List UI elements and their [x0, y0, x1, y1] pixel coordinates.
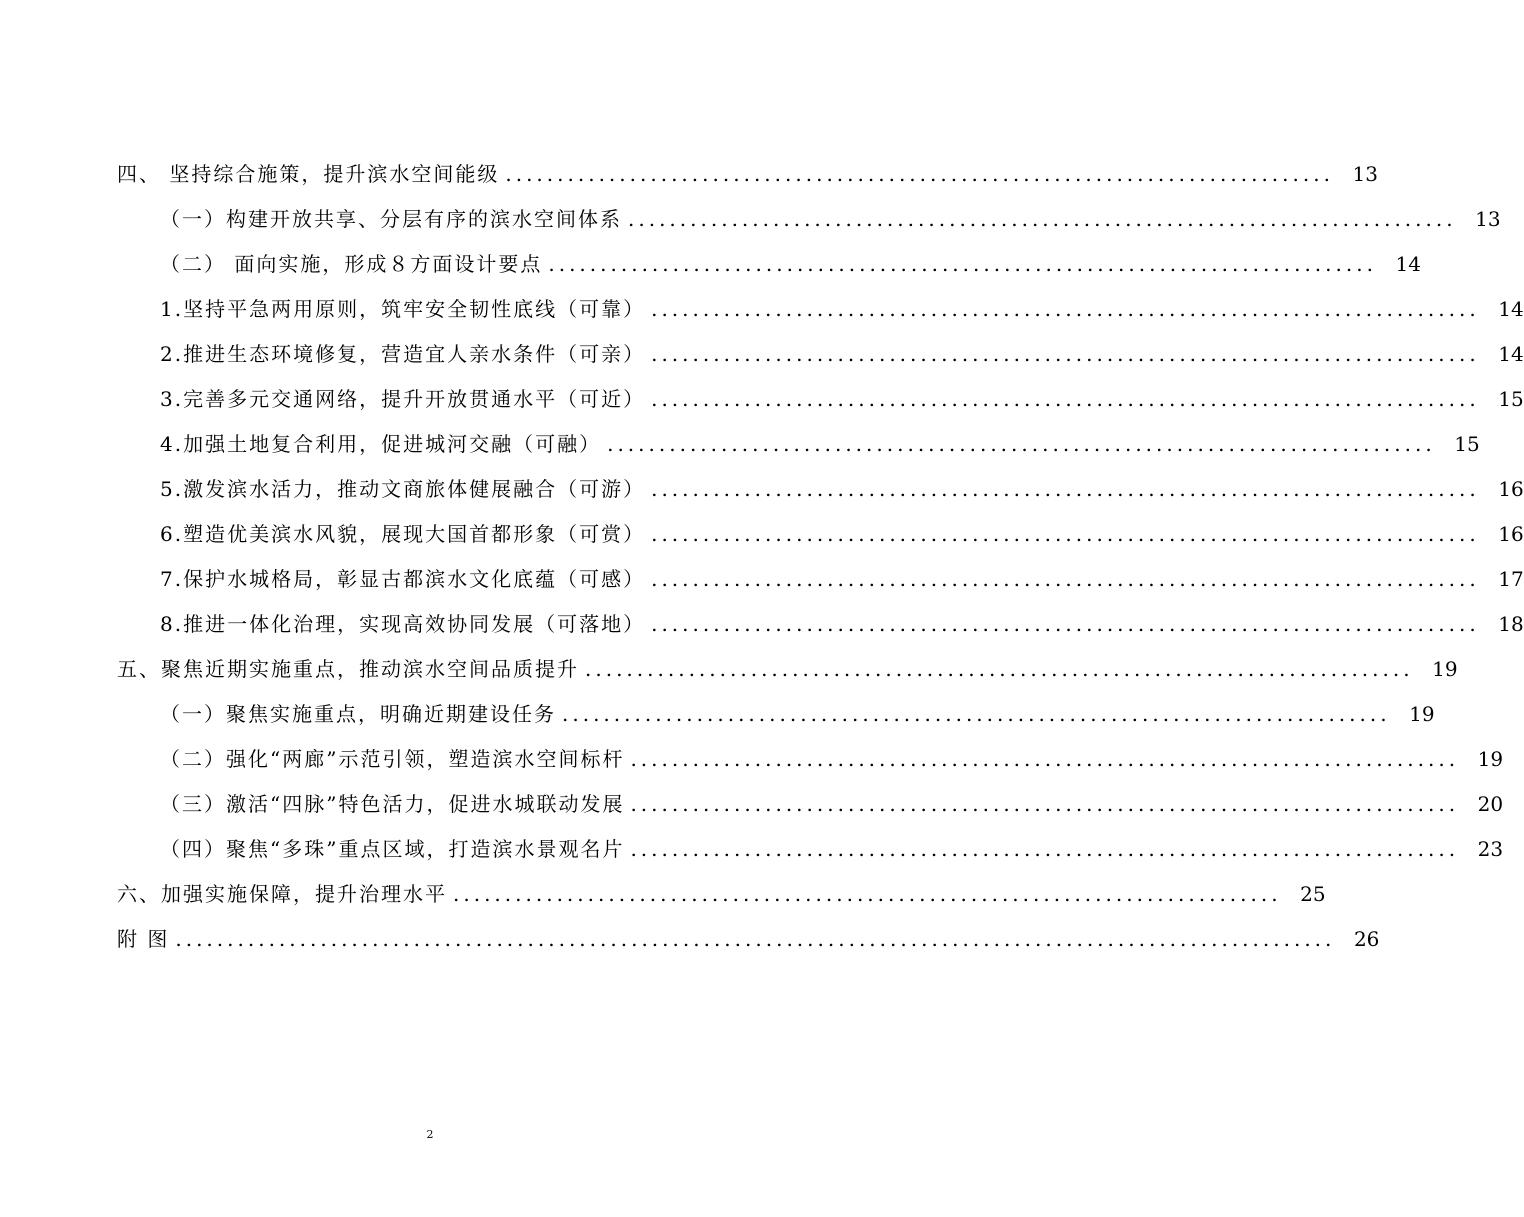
page-number: 2	[426, 1128, 434, 1141]
toc-entry-label: 五、聚焦近期实施重点，推动滨水空间品质提升	[117, 657, 579, 681]
toc-entry[interactable]	[160, 293, 1524, 325]
toc-entry[interactable]	[160, 473, 1524, 505]
dot-leader: ................................................................................	[651, 387, 1480, 411]
toc-entry-page: 14	[1395, 252, 1421, 276]
toc-entry-page: 19	[1409, 702, 1435, 726]
toc-entry-label: （四）聚焦“多珠”重点区域，打造滨水景观名片	[160, 837, 625, 861]
toc-entry-page: 19	[1477, 747, 1504, 771]
toc-entry-label: （二） 面向实施，形成８方面设计要点	[160, 252, 543, 276]
toc-entry[interactable]	[160, 698, 1435, 730]
toc-entry[interactable]	[160, 788, 1504, 820]
toc-entry-page: 17	[1498, 567, 1524, 591]
toc-entry-label: 5.激发滨水活力，推动文商旅体健展融合（可游）	[160, 477, 646, 501]
toc-entry-page: 14	[1498, 342, 1524, 366]
toc-entry-label: 7.保护水城格局，彰显古都滨水文化底蕴（可感）	[160, 567, 646, 591]
toc-entry-label: （三）激活“四脉”特色活力，促进水城联动发展	[160, 792, 625, 816]
toc-entry-page: 16	[1498, 477, 1524, 501]
toc-entry[interactable]	[160, 518, 1524, 550]
dot-leader: ................................................................................	[651, 297, 1480, 321]
dot-leader: ................................................................................	[548, 252, 1377, 276]
dot-leader: ................................................................................	[651, 342, 1480, 366]
toc-entry[interactable]	[160, 383, 1524, 415]
toc-entry[interactable]	[160, 428, 1480, 460]
toc-entry-page: 19	[1432, 657, 1458, 681]
toc-entry-page: 13	[1475, 207, 1501, 231]
dot-leader: ................................................................................	[628, 207, 1457, 231]
toc-entry-page: 15	[1454, 432, 1480, 456]
dot-leader: ................................................................................	[630, 747, 1460, 771]
toc-entry-page: 16	[1498, 522, 1524, 546]
toc-entry[interactable]	[117, 653, 1458, 685]
toc-entry-label: 4.加强土地复合利用，促进城河交融（可融）	[160, 432, 602, 456]
toc-entry-page: 23	[1477, 837, 1504, 861]
toc-entry[interactable]	[160, 743, 1504, 775]
toc-entry-label: （一）聚焦实施重点，明确近期建设任务	[160, 702, 556, 726]
dot-leader: ................................................................................	[607, 432, 1436, 456]
toc-entry-label: 3.完善多元交通网络，提升开放贯通水平（可近）	[160, 387, 646, 411]
toc-entry-page: 25	[1300, 882, 1326, 906]
dot-leader: ................................................................................	[505, 162, 1334, 186]
toc-entry-label: 2.推进生态环境修复，营造宜人亲水条件（可亲）	[160, 342, 646, 366]
toc-entry-label: 1.坚持平急两用原则，筑牢安全韧性底线（可靠）	[160, 297, 646, 321]
toc-entry-page: 20	[1477, 792, 1504, 816]
dot-leader: ................................................................................	[651, 477, 1480, 501]
toc-entry[interactable]	[117, 158, 1378, 190]
toc-entry-page: 14	[1498, 297, 1524, 321]
dot-leader: ................................................................................	[651, 567, 1480, 591]
dot-leader: ................................................................................	[453, 882, 1282, 906]
dot-leader: ................................................................................................................	[175, 927, 1336, 951]
toc-entry-page: 13	[1352, 162, 1378, 186]
dot-leader: ................................................................................	[651, 612, 1480, 636]
toc-entry-label: 8.推进一体化治理，实现高效协同发展（可落地）	[160, 612, 646, 636]
dot-leader: ................................................................................	[562, 702, 1391, 726]
toc-entry-page: 15	[1498, 387, 1524, 411]
toc-entry[interactable]	[160, 608, 1524, 640]
toc-entry[interactable]	[160, 563, 1524, 595]
toc-entry-label: （一）构建开放共享、分层有序的滨水空间体系	[160, 207, 622, 231]
toc-entry-page: 26	[1353, 927, 1380, 951]
dot-leader: ................................................................................	[651, 522, 1480, 546]
dot-leader: ................................................................................	[630, 837, 1460, 861]
toc-entry[interactable]	[160, 248, 1421, 280]
toc-entry[interactable]	[160, 833, 1504, 865]
toc-entry[interactable]	[160, 203, 1501, 235]
dot-leader: ................................................................................	[630, 792, 1460, 816]
toc-entry-label: 附 图	[117, 927, 170, 951]
toc-entry[interactable]	[117, 878, 1326, 910]
toc-entry-label: 6.塑造优美滨水风貌，展现大国首都形象（可赏）	[160, 522, 646, 546]
toc-entry-label: 六、加强实施保障，提升治理水平	[117, 882, 447, 906]
toc-entry-page: 18	[1498, 612, 1524, 636]
toc-entry[interactable]	[117, 923, 1380, 955]
dot-leader: ................................................................................	[585, 657, 1414, 681]
toc-entry[interactable]	[160, 338, 1524, 370]
toc-entry-label: 四、 坚持综合施策，提升滨水空间能级	[117, 162, 500, 186]
toc-entry-label: （二）强化“两廊”示范引领，塑造滨水空间标杆	[160, 747, 625, 771]
